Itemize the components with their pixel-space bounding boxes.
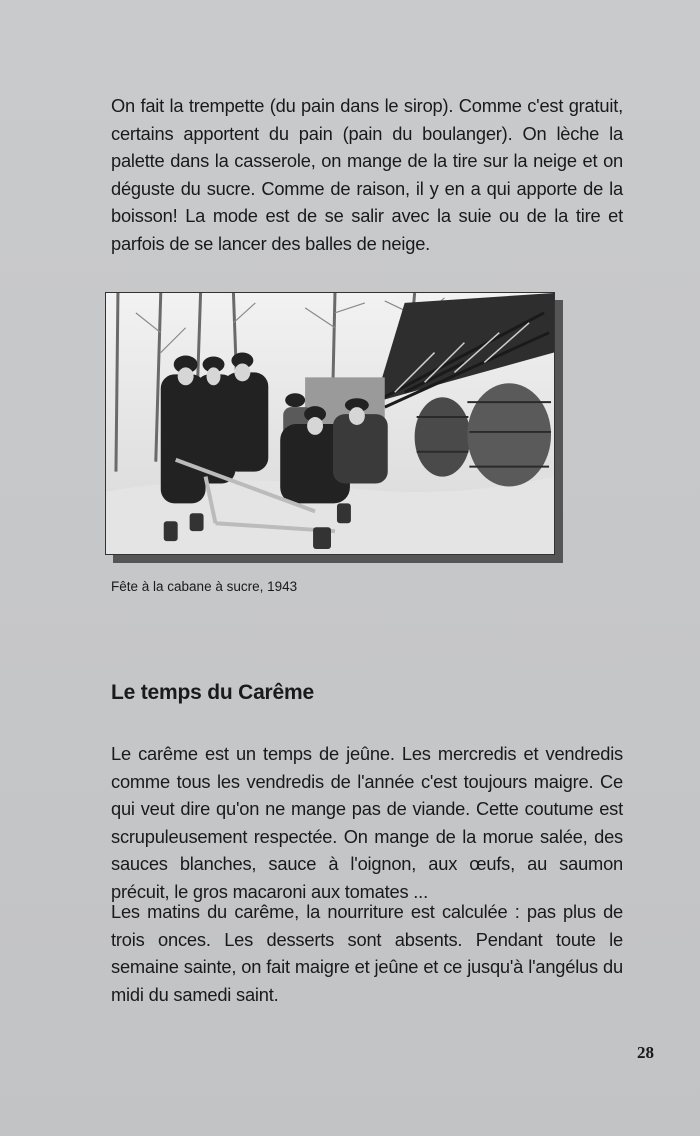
photo-illustration xyxy=(106,293,554,554)
sugar-shack-photo xyxy=(105,292,555,555)
intro-paragraph: On fait la trempette (du pain dans le sirop). Comme c'est gratuit, certains apportent du pain (pain du boulanger). On lèche la palette dans la casserole, on mange de la tire sur la neige et on déguste du sucre. Comme de raison, il y en a qui apporte de la boisson! La mode est de se salir avec la suie ou de la tire et parfois de se lancer des balles de neige. xyxy=(111,95,623,254)
photo-caption: Fête à la cabane à sucre, 1943 xyxy=(111,579,298,594)
section-heading: Le temps du Carême xyxy=(111,681,314,704)
page-number: 28 xyxy=(637,1043,654,1062)
careme-paragraph-2: Les matins du carême, la nourriture est calculée : pas plus de trois onces. Les desserts sont absents. Pendant toute le semaine sainte, on fait maigre et jeûne et ce jusqu'à l'angélus du midi du samedi saint. xyxy=(111,901,623,1005)
careme-paragraph-1: Le carême est un temps de jeûne. Les mercredis et vendredis comme tous les vendredis de l'année c'est toujours maigre. Ce qui veut dire qu'on ne mange pas de viande. Cette coutume est scrupuleusement respectée. On mange de la morue salée, des sauces blanches, sauce à l'oignon, aux œufs, au saumon précuit, le gros macaroni aux tomates ... xyxy=(111,743,623,902)
